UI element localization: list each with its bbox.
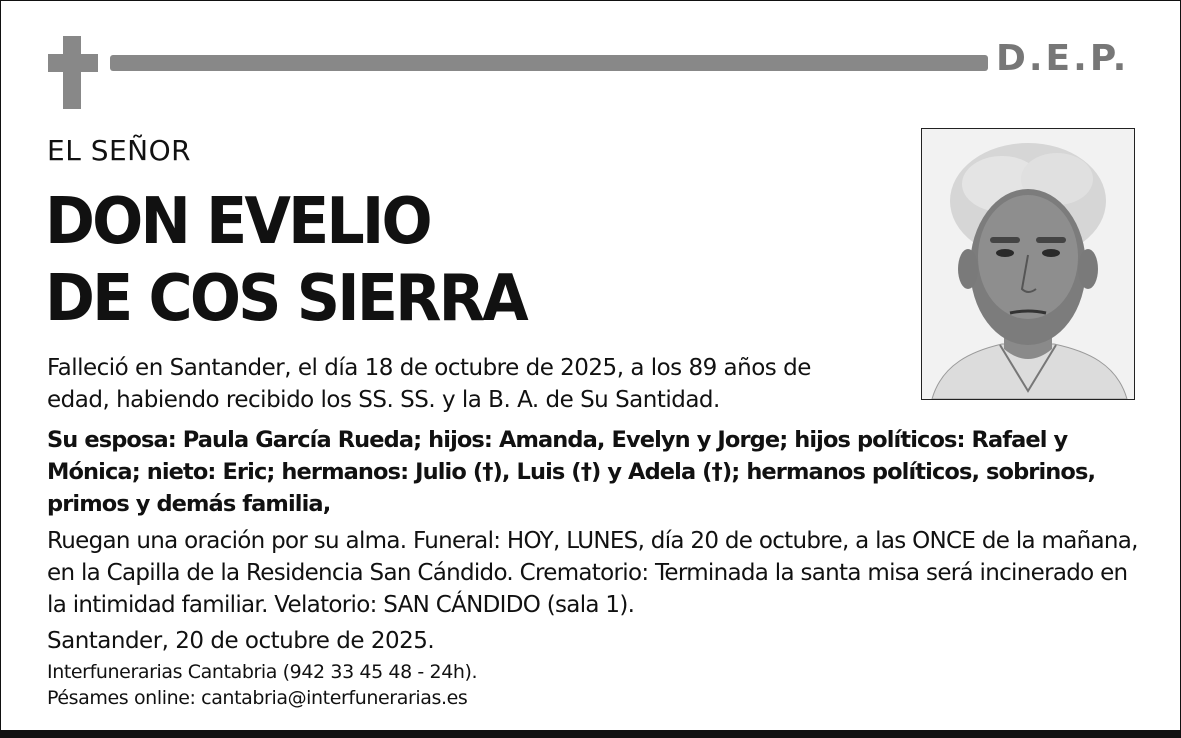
funeral-home-contact: Interfunerarias Cantabria (942 33 45 48 - 24h). (47, 661, 478, 683)
portrait-photo (921, 128, 1135, 400)
death-notice: Falleció en Santander, el día 18 de octubre de 2025, a los 89 años de edad, habiendo recibido los SS. SS. y la B. A. de Su Santidad. (47, 355, 811, 413)
header-rule (110, 55, 988, 71)
deceased-name-line-1: DON EVELIO (45, 185, 430, 259)
family-list: Su esposa: Paula García Rueda; hijos: Amanda, Evelyn y Jorge; hijos políticos: Rafael y Mónica; nieto: Eric; hermanos: Julio (†), Luis (†) y Adela (†); hermanos políticos, sobrinos, primos y demás familia, (47, 427, 1096, 517)
cross-icon (48, 36, 98, 109)
funeral-details: Ruegan una oración por su alma. Funeral: HOY, LUNES, día 20 de octubre, a las ONCE de la mañana, en la Capilla de la Residencia San Cándido. Crematorio: Terminada la santa misa será incinerado en la intimidad familiar. Velatorio: SAN CÁNDIDO (sala 1). (47, 528, 1138, 618)
condolences-email: Pésames online: cantabria@interfunerarias.es (47, 687, 468, 709)
title-prefix: EL SEÑOR (47, 134, 192, 167)
deceased-name-line-2: DE COS SIERRA (45, 262, 526, 336)
place-date: Santander, 20 de octubre de 2025. (47, 628, 435, 654)
dep-label: D.E.P. (996, 38, 1130, 79)
